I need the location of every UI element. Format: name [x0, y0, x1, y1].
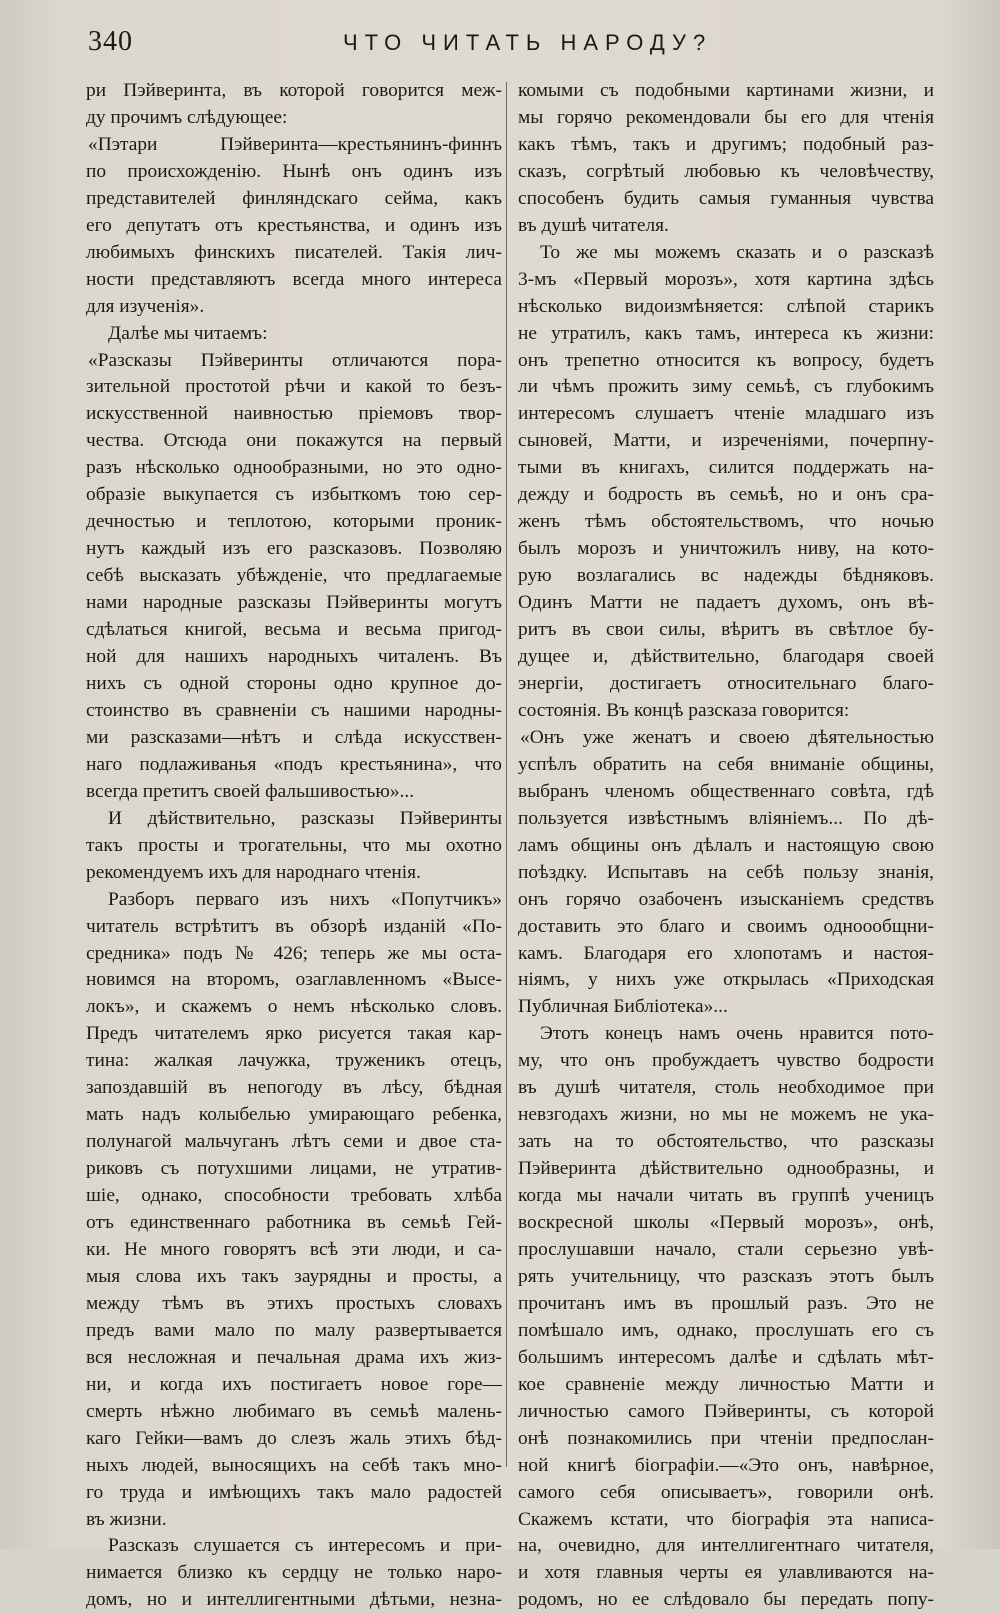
text-line: полунагой мальчуганъ лѣтъ семи и двое ста- [86, 1131, 502, 1153]
text-line: То же мы можемъ сказать и о разсказѣ [540, 241, 934, 263]
text-line: Публичная Библіотека»... [518, 996, 728, 1018]
text-line: пользуется извѣстнымъ вліяніемъ... По дѣ- [518, 807, 934, 829]
text-line: онъ трепетно относится къ вопросу, будетъ [518, 349, 934, 371]
text-line: камъ. Благодаря его хлопотамъ и настоя- [518, 942, 934, 964]
text-line: въ душѣ читателя. [518, 214, 669, 236]
text-line: средника» подъ № 426; теперь же мы оста- [86, 942, 502, 964]
text-line: такъ просты и трогательны, что мы охотно [86, 834, 502, 856]
running-title: ЧТО ЧИТАТЬ НАРОДУ? [343, 30, 713, 55]
text-line: смерть нѣжно любимаго въ семьѣ малень- [86, 1400, 502, 1422]
text-line: шіе, однако, способности требовать хлѣба [86, 1185, 502, 1207]
text-line: между тѣмъ въ этихъ простыхъ словахъ [86, 1292, 502, 1314]
text-line: въ душѣ читателя, столь необходимое при [518, 1077, 934, 1099]
text-line: Далѣе мы читаемъ: [108, 322, 268, 344]
text-line: дежду и бодрость въ семьѣ, но и онъ сра- [518, 484, 934, 506]
text-line: невзгодахъ жизни, но мы не можемъ не ука- [518, 1104, 934, 1126]
text-line: женъ тѣмъ обстоятельствомъ, что ночью [518, 511, 934, 533]
text-line: любимыхъ финскихъ писателей. Такія лич- [86, 241, 502, 263]
text-line: самого себя описываетъ», говорили онѣ. [518, 1481, 934, 1503]
text-line: для изученія». [86, 295, 205, 317]
text-line: И дѣйствительно, разсказы Пэйверинты [108, 807, 502, 829]
text-line: нами народные разсказы Пэйверинты могутъ [86, 592, 502, 614]
text-line: Разборъ перваго изъ нихъ «Попутчикъ» [108, 888, 502, 910]
text-line: рую возлагались вс надежды бѣдняковъ. [518, 565, 934, 587]
text-line: и хотя главныя черты ея улавливаются на- [518, 1562, 934, 1584]
text-line: ности представляютъ всегда много интереса [86, 268, 502, 290]
text-line: представителей финляндскаго сейма, какъ [86, 187, 502, 209]
text-line: домъ, но и интеллигентными дѣтьми, незна- [86, 1589, 502, 1611]
text-line: сыновей, Матти, и изреченіями, почерпну- [518, 430, 934, 452]
text-line: предъ вами мало по малу развертывается [86, 1319, 502, 1341]
text-line: воскресной школы «Первый морозъ», онѣ, [518, 1212, 934, 1234]
text-line: Разсказъ слушается съ интересомъ и при- [108, 1535, 502, 1557]
text-line: какъ тѣмъ, такъ и другимъ; подобный раз- [518, 133, 934, 155]
text-line: былъ морозъ и уничтожилъ ниву, на кото- [518, 538, 934, 560]
text-line: выбранъ членомъ общественнаго совѣта, гдѣ [518, 780, 934, 802]
text-line: ри Пэйверинта, въ которой говорится меж- [86, 80, 502, 101]
text-line: поѣздку. Испытавъ на себѣ пользу знанія, [518, 861, 934, 883]
text-line: прочитанъ имъ въ прошлый разъ. Это не [518, 1292, 934, 1314]
text-line: онѣ познакомились при чтеніи предпослан- [518, 1427, 934, 1449]
text-line: сдѣлаться книгой, весьма и весьма пригод- [86, 619, 502, 641]
text-line: нутъ каждый изъ его разсказовъ. Позволяю [86, 538, 502, 560]
text-line: когда мы начали читать въ группѣ ученицъ [518, 1185, 934, 1207]
left-text-column [86, 78, 502, 1614]
text-line: ламъ общины онъ дѣлалъ и настоящую свою [518, 834, 934, 856]
text-line: искусственной наивностью пріемовъ твор- [86, 403, 502, 425]
text-line: тина: жалкая лачужка, труженикъ отецъ, [86, 1050, 502, 1072]
text-line: по происхожденію. Нынѣ онъ одинъ изъ [86, 160, 502, 182]
text-line: «Пэтари Пэйверинта—крестьянинъ-финнъ [88, 133, 502, 155]
text-line: ніямъ, у нихъ уже открылась «Приходская [518, 969, 934, 991]
text-line: доставить это благо и своимъ одноообщни- [518, 915, 934, 937]
text-line: риковъ съ потухшими лицами, не утратив- [86, 1158, 502, 1180]
text-line: кое сравненіе между личностью Матти и [518, 1373, 934, 1395]
text-line: «Разсказы Пэйверинты отличаются пора- [88, 349, 502, 371]
text-line: ду прочимъ слѣдующее: [86, 106, 288, 128]
text-line: нихъ съ одной стороны одно крупное до- [86, 672, 502, 694]
text-line: онъ горячо озабоченъ изысканіемъ средствъ [518, 888, 934, 910]
text-line: ми разсказами—нѣтъ и слѣда искусствен- [86, 726, 502, 748]
text-line: его депутатъ отъ крестьянства, и одинъ изъ [86, 214, 502, 236]
right-text-column [518, 78, 934, 1614]
text-line: мы горячо рекомендовали бы его для чтенія [518, 106, 934, 128]
text-line: ритъ въ свои силы, вѣритъ въ свѣтлое бу- [518, 619, 934, 641]
text-line: зительной простотой рѣчи и какой то безъ- [86, 376, 502, 398]
text-line: дущее и, дѣйствительно, благодаря своей [518, 646, 934, 668]
text-line: новимся на второмъ, озаглавленномъ «Высе- [86, 969, 502, 991]
text-line: чества. Отсюда они покажутся на первый [86, 430, 502, 452]
text-line: мыя слова ихъ такъ заурядны и просты, а [86, 1265, 502, 1287]
text-line: го труда и имѣющихъ такъ мало радостей [86, 1481, 502, 1503]
text-line: отъ единственнаго работника въ семьѣ Гей- [86, 1212, 502, 1234]
text-line: нимается близко къ сердцу не только наро- [86, 1562, 502, 1584]
text-line: дечностью и теплотою, которыми проник- [86, 511, 502, 533]
text-line: прослушавши начало, стали серьезно увѣ- [518, 1238, 934, 1260]
text-line: рекомендуемъ ихъ для народнаго чтенія. [86, 861, 421, 883]
text-line: стоинство въ сравненіи съ нашими народны- [86, 699, 502, 721]
text-line: разъ нѣсколько однообразными, но это одно- [86, 457, 502, 479]
text-line: зать на то обстоятельство, что разсказы [518, 1131, 934, 1153]
text-line: образіе выкупается съ избыткомъ тою сер- [86, 484, 502, 506]
text-line: ни, и когда ихъ постигаетъ новое горе— [86, 1373, 502, 1395]
page-number: 340 [88, 26, 133, 57]
text-line: сказъ, согрѣтый любовью къ человѣчеству, [518, 160, 934, 182]
text-line: въ жизни. [86, 1508, 167, 1530]
text-line: локъ», и скажемъ о немъ нѣсколько словъ. [86, 996, 502, 1018]
text-line: ныхъ людей, выносящихъ на себѣ такъ мно- [86, 1454, 502, 1476]
text-line: большимъ интересомъ далѣе и сдѣлать мѣт- [518, 1346, 934, 1368]
text-line: рять учительницу, что разсказъ этотъ былъ [518, 1265, 934, 1287]
text-line: Предъ читателемъ ярко рисуется такая кар- [86, 1023, 502, 1045]
text-line: мать надъ колыбелью умирающаго ребенка, [86, 1104, 502, 1126]
text-line: ли чѣмъ прожить зиму семьѣ, съ глубокимъ [518, 376, 934, 398]
text-line: помѣшало имъ, однако, прослушать его съ [518, 1319, 934, 1341]
text-line: ной книгѣ біографіи.—«Это онъ, навѣрное, [518, 1454, 934, 1476]
text-line: 3-мъ «Первый морозъ», хотя картина здѣсь [518, 268, 934, 290]
text-line: способенъ будить самыя гуманныя чувства [518, 187, 934, 209]
text-line: «Онъ уже женатъ и своею дѣятельностью [520, 726, 934, 748]
column-divider [506, 82, 507, 1467]
text-line: ной для нашихъ народныхъ читаленъ. Въ [86, 646, 502, 668]
text-line: на, очевидно, для интеллигентнаго читателя, [518, 1535, 934, 1557]
text-line: тыми въ книгахъ, силится поддержать на- [518, 457, 934, 479]
text-line: нѣсколько видоизмѣняется: слѣпой старикъ [518, 295, 934, 317]
text-line: успѣлъ обратить на себя вниманіе общины, [518, 753, 934, 775]
text-line: каго Гейки—вамъ до слезъ жаль этихъ бѣд- [86, 1427, 502, 1449]
text-line: му, что онъ пробуждаетъ чувство бодрости [518, 1050, 934, 1072]
text-line: интересомъ слушаетъ чтеніе младшаго изъ [518, 403, 934, 425]
text-line: Одинъ Матти не падаетъ духомъ, онъ вѣ- [518, 592, 934, 614]
text-line: наго подлаживанья «подъ крестьянина», что [86, 753, 502, 775]
text-line: вся несложная и печальная драма ихъ жиз- [86, 1346, 502, 1368]
text-line: Скажемъ кстати, что біографія эта написа- [518, 1508, 934, 1530]
text-line: читатель встрѣтитъ въ обзорѣ изданій «По- [86, 915, 502, 937]
text-line: энергіи, достигаетъ относительнаго благо- [518, 672, 934, 694]
text-line: всегда претитъ своей фальшивостью»... [86, 780, 415, 802]
text-line: не утратилъ, какъ тамъ, интереса къ жизни: [518, 322, 934, 344]
text-line: состоянія. Въ концѣ разсказа говорится: [518, 699, 850, 721]
text-line: запоздавшій въ непогоду въ лѣсу, бѣдная [86, 1077, 502, 1099]
text-line: Этотъ конецъ намъ очень нравится пото- [540, 1023, 934, 1045]
text-line: Пэйверинта дѣйствительно однообразны, и [518, 1158, 934, 1180]
text-line: комыми съ подобными картинами жизни, и [518, 80, 934, 101]
text-line: ки. Не много говорятъ всѣ эти люди, и са- [86, 1238, 502, 1260]
text-line: личностью самого Пэйверинты, съ которой [518, 1400, 934, 1422]
running-header [88, 20, 938, 64]
text-line: родомъ, но ее слѣдовало бы передать попу- [518, 1589, 934, 1611]
text-line: себѣ высказать убѣжденіе, что предлагаемые [86, 565, 502, 587]
